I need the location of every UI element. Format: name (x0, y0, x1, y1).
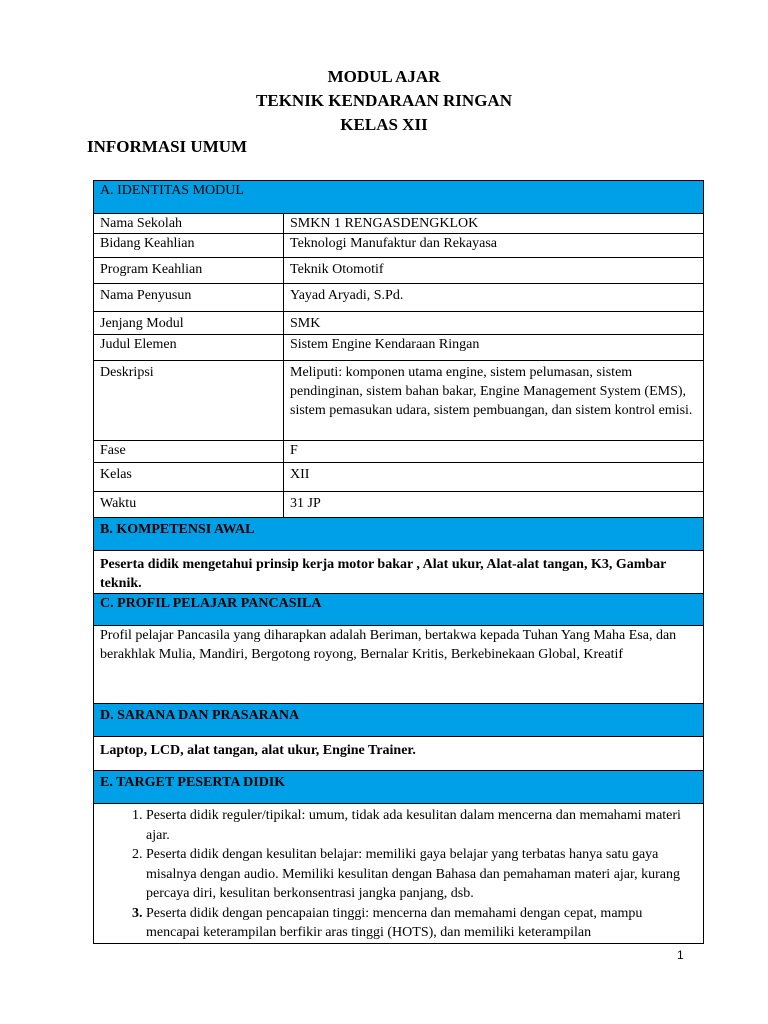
kompetensi-row (94, 551, 704, 594)
identitas-heading-row (94, 181, 704, 214)
doc-subtitle: TEKNIK KENDARAAN RINGAN (256, 91, 512, 110)
row-label: Nama Penyusun (94, 284, 284, 312)
table-row (94, 214, 704, 234)
list-item: 1. Peserta didik reguler/tipikal: umum, tidak ada kesulitan dalam mencerna dan memahami materi ajar. (146, 806, 697, 845)
row-value: Yayad Aryadi, S.Pd. (284, 284, 704, 312)
row-value: Teknik Otomotif (284, 258, 704, 284)
sarana-heading-row (94, 704, 704, 737)
table-row (94, 335, 704, 361)
sarana-row (94, 737, 704, 771)
kompetensi-heading: B. KOMPETENSI AWAL (94, 518, 704, 551)
row-label: Waktu (94, 492, 284, 518)
target-list (100, 806, 697, 943)
identitas-heading: A. IDENTITAS MODUL (94, 181, 704, 214)
table-row (94, 361, 704, 441)
row-value: 31 JP (284, 492, 704, 518)
table-row (94, 312, 704, 335)
section-heading: INFORMASI UMUM (87, 137, 248, 156)
row-value: Teknologi Manufaktur dan Rekayasa (284, 234, 704, 258)
target-heading: E. TARGET PESERTA DIDIK (94, 771, 704, 804)
row-label: Judul Elemen (94, 335, 284, 361)
row-label: Jenjang Modul (94, 312, 284, 335)
target-heading-row (94, 771, 704, 804)
row-label: Kelas (94, 463, 284, 492)
kompetensi-text: Peserta didik mengetahui prinsip kerja motor bakar , Alat ukur, Alat-alat tangan, K3, Gambar teknik. (94, 551, 704, 594)
row-value: SMKN 1 RENGASDENGKLOK (284, 214, 704, 234)
table-row (94, 284, 704, 312)
profil-heading-row (94, 594, 704, 626)
module-info-table (93, 180, 704, 944)
row-label: Bidang Keahlian (94, 234, 284, 258)
row-value: XII (284, 463, 704, 492)
profil-row (94, 626, 704, 704)
target-row (94, 804, 704, 944)
target-cell (94, 804, 704, 944)
table-row (94, 441, 704, 463)
page-number: 1 (677, 948, 684, 962)
row-value: F (284, 441, 704, 463)
row-value: SMK (284, 312, 704, 335)
list-item: 3. Peserta didik dengan pencapaian tinggi: mencerna dan memahami dengan cepat, mampu mencapai keterampilan berfikir aras tinggi (HOTS), dan memiliki keterampilan (146, 904, 697, 943)
table-row (94, 234, 704, 258)
sarana-text: Laptop, LCD, alat tangan, alat ukur, Engine Trainer. (94, 737, 704, 771)
profil-heading: C. PROFIL PELAJAR PANCASILA (94, 594, 704, 626)
profil-text: Profil pelajar Pancasila yang diharapkan adalah Beriman, bertakwa kepada Tuhan Yang Maha Esa, dan berakhlak Mulia, Mandiri, Bergotong royong, Bernalar Kritis, Berkebinekaan Global, Kreatif (94, 626, 704, 704)
doc-title: MODUL AJAR (327, 67, 441, 86)
row-label: Fase (94, 441, 284, 463)
row-value: Sistem Engine Kendaraan Ringan (284, 335, 704, 361)
row-label: Nama Sekolah (94, 214, 284, 234)
row-value: Meliputi: komponen utama engine, sistem pelumasan, sistem pendinginan, sistem bahan bakar, Engine Management System (EMS), sistem pemasukan udara, sistem pembuangan, dan sistem kontrol emisi. (284, 361, 704, 441)
table-row (94, 492, 704, 518)
list-item: 2. Peserta didik dengan kesulitan belajar: memiliki gaya belajar yang terbatas hanya satu gaya misalnya dengan audio. Memiliki kesulitan dengan Bahasa dan pemahaman materi ajar, kurang percaya diri, kesulitan berkonsentrasi jangka panjang, dsb. (146, 845, 697, 904)
sarana-heading: D. SARANA DAN PRASARANA (94, 704, 704, 737)
kompetensi-heading-row (94, 518, 704, 551)
doc-class: KELAS XII (340, 115, 428, 134)
table-row (94, 258, 704, 284)
row-label: Deskripsi (94, 361, 284, 441)
row-label: Program Keahlian (94, 258, 284, 284)
table-row (94, 463, 704, 492)
